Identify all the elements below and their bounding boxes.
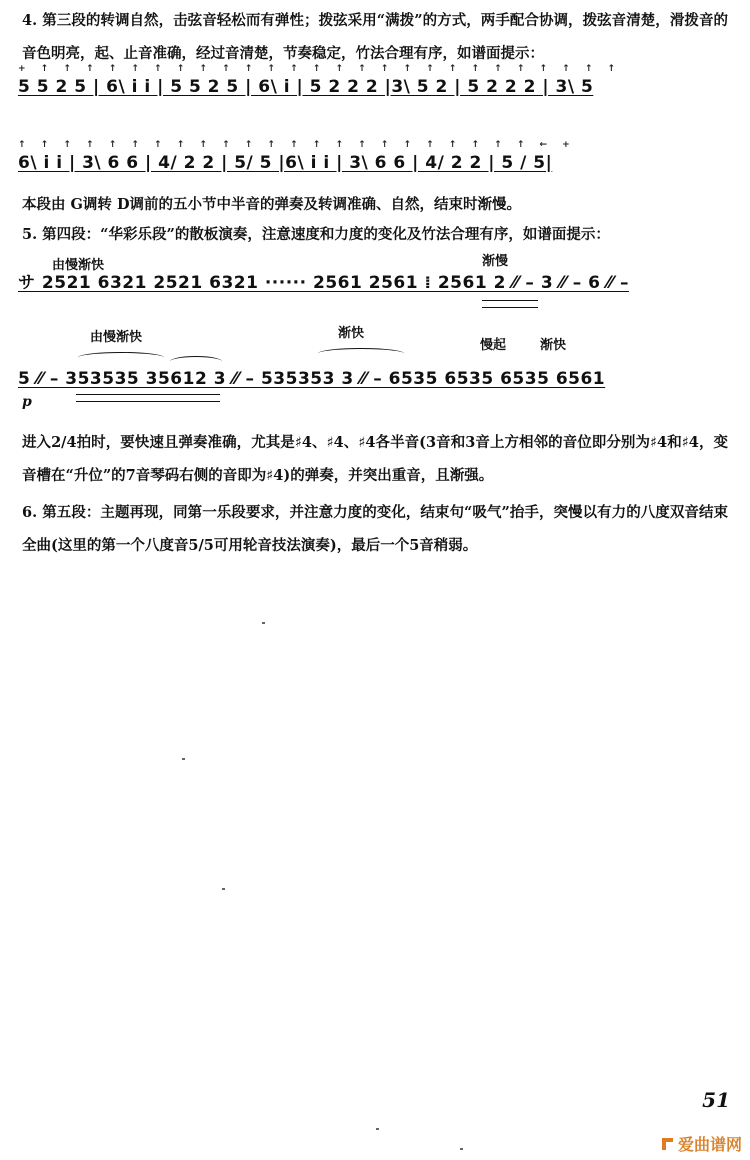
tempo-mark-accelerando-2: 由慢渐快	[90, 330, 143, 345]
paragraph-section-end: 本段由 G调转 D调前的五小节中半音的弹奏及转调准确、自然，结束时渐慢。	[22, 196, 522, 213]
paragraph-semitone-notes: 进入2/4拍时，要快速且弹奏准确，尤其是♯4、♯4、♯4各半音(3音和3音上方相邻的音位即分别为♯4和♯4，变音槽在“升位”的7音琴码右侧的音即为♯4)的弹奏，并突出重音，且渐强。	[22, 434, 728, 484]
paragraph-section-6: 6. 第五段：主题再现，同第一乐段要求，并注意力度的变化，结束句“吸气”抬手，突慢以有力的八度双音结束全曲(这里的第一个八度音5/5可用轮音技法演奏)，最后一个5音稍弱。	[22, 504, 728, 554]
scan-speck	[182, 758, 185, 760]
crescendo-hairpin-2	[76, 394, 220, 402]
dynamic-piano: p	[22, 394, 32, 410]
score-line-1-notes: 5 5 2 5 | 6\ i i | 5 5 2 5 | 6\ i | 5 2 2 2 |3\ 5 2 | 5 2 2 2 | 3\ 5	[18, 77, 594, 97]
scan-speck	[460, 1148, 463, 1150]
scan-speck	[376, 1128, 379, 1130]
site-watermark	[660, 1132, 742, 1155]
crescendo-hairpin-1	[482, 300, 538, 308]
tempo-mark-accelerando-1: 由慢渐快	[52, 258, 105, 273]
score-line-2-marks: ↑ ↑ ↑ ↑ ↑ ↑ ↑ ↑ ↑ ↑ ↑ ↑ ↑ ↑ ↑ ↑ ↑ ↑ ↑ ↑ ↑ ↑ ↑ ← +	[18, 140, 576, 150]
site-watermark-text: 爱曲谱网	[677, 1135, 742, 1154]
scan-speck	[262, 622, 265, 624]
score-line-4	[18, 368, 732, 390]
slur-arc-3	[318, 348, 404, 359]
tempo-mark-accelerando-3: 渐快	[338, 326, 365, 341]
score-line-1-marks: + ↑ ↑ ↑ ↑ ↑ ↑ ↑ ↑ ↑ ↑ ↑ ↑ ↑ ↑ ↑ ↑ ↑ ↑ ↑ ↑ ↑ ↑ ↑ ↑ ↑ ↑	[18, 64, 622, 74]
score-line-4-notes: 5 ⁄⁄ – 353535 35612 3 ⁄⁄ – 535353 3 ⁄⁄ – 6535 6535 6535 6561	[18, 369, 606, 389]
score-line-2-notes: 6\ i i | 3\ 6 6 | 4/ 2 2 | 5/ 5 |6\ i i | 3\ 6 6 | 4/ 2 2 | 5 / 5|	[18, 153, 553, 173]
tempo-mark-slow-start: 慢起	[480, 338, 507, 353]
score-line-2	[18, 140, 732, 174]
scan-speck	[222, 888, 225, 890]
slur-arc-1	[78, 352, 164, 363]
score-line-3-notes: サ 2521 6321 2521 6321 ······ 2561 2561 ⁞ 2561 2 ⁄⁄ – 3 ⁄⁄ – 6 ⁄⁄ –	[18, 273, 629, 293]
paragraph-section-5: 5. 第四段：“华彩乐段”的散板演奏，注意速度和力度的变化及竹法合理有序，如谱面提示：	[22, 226, 610, 243]
page-number: 51	[702, 1088, 730, 1112]
score-line-3	[18, 272, 732, 294]
paragraph-section-4: 4. 第三段的转调自然，击弦音轻松而有弹性；拨弦采用“满拨”的方式，两手配合协调，拨弦音清楚，滑拨音的音色明亮，起、止音准确，经过音清楚，节奏稳定，竹法合理有序，如谱面提示：	[22, 12, 728, 62]
tempo-mark-ritardando: 渐慢	[482, 254, 509, 269]
tempo-mark-accelerando-4: 渐快	[540, 338, 567, 353]
slur-arc-2	[170, 356, 222, 367]
score-line-1	[18, 64, 732, 98]
music-note-icon	[660, 1136, 674, 1152]
